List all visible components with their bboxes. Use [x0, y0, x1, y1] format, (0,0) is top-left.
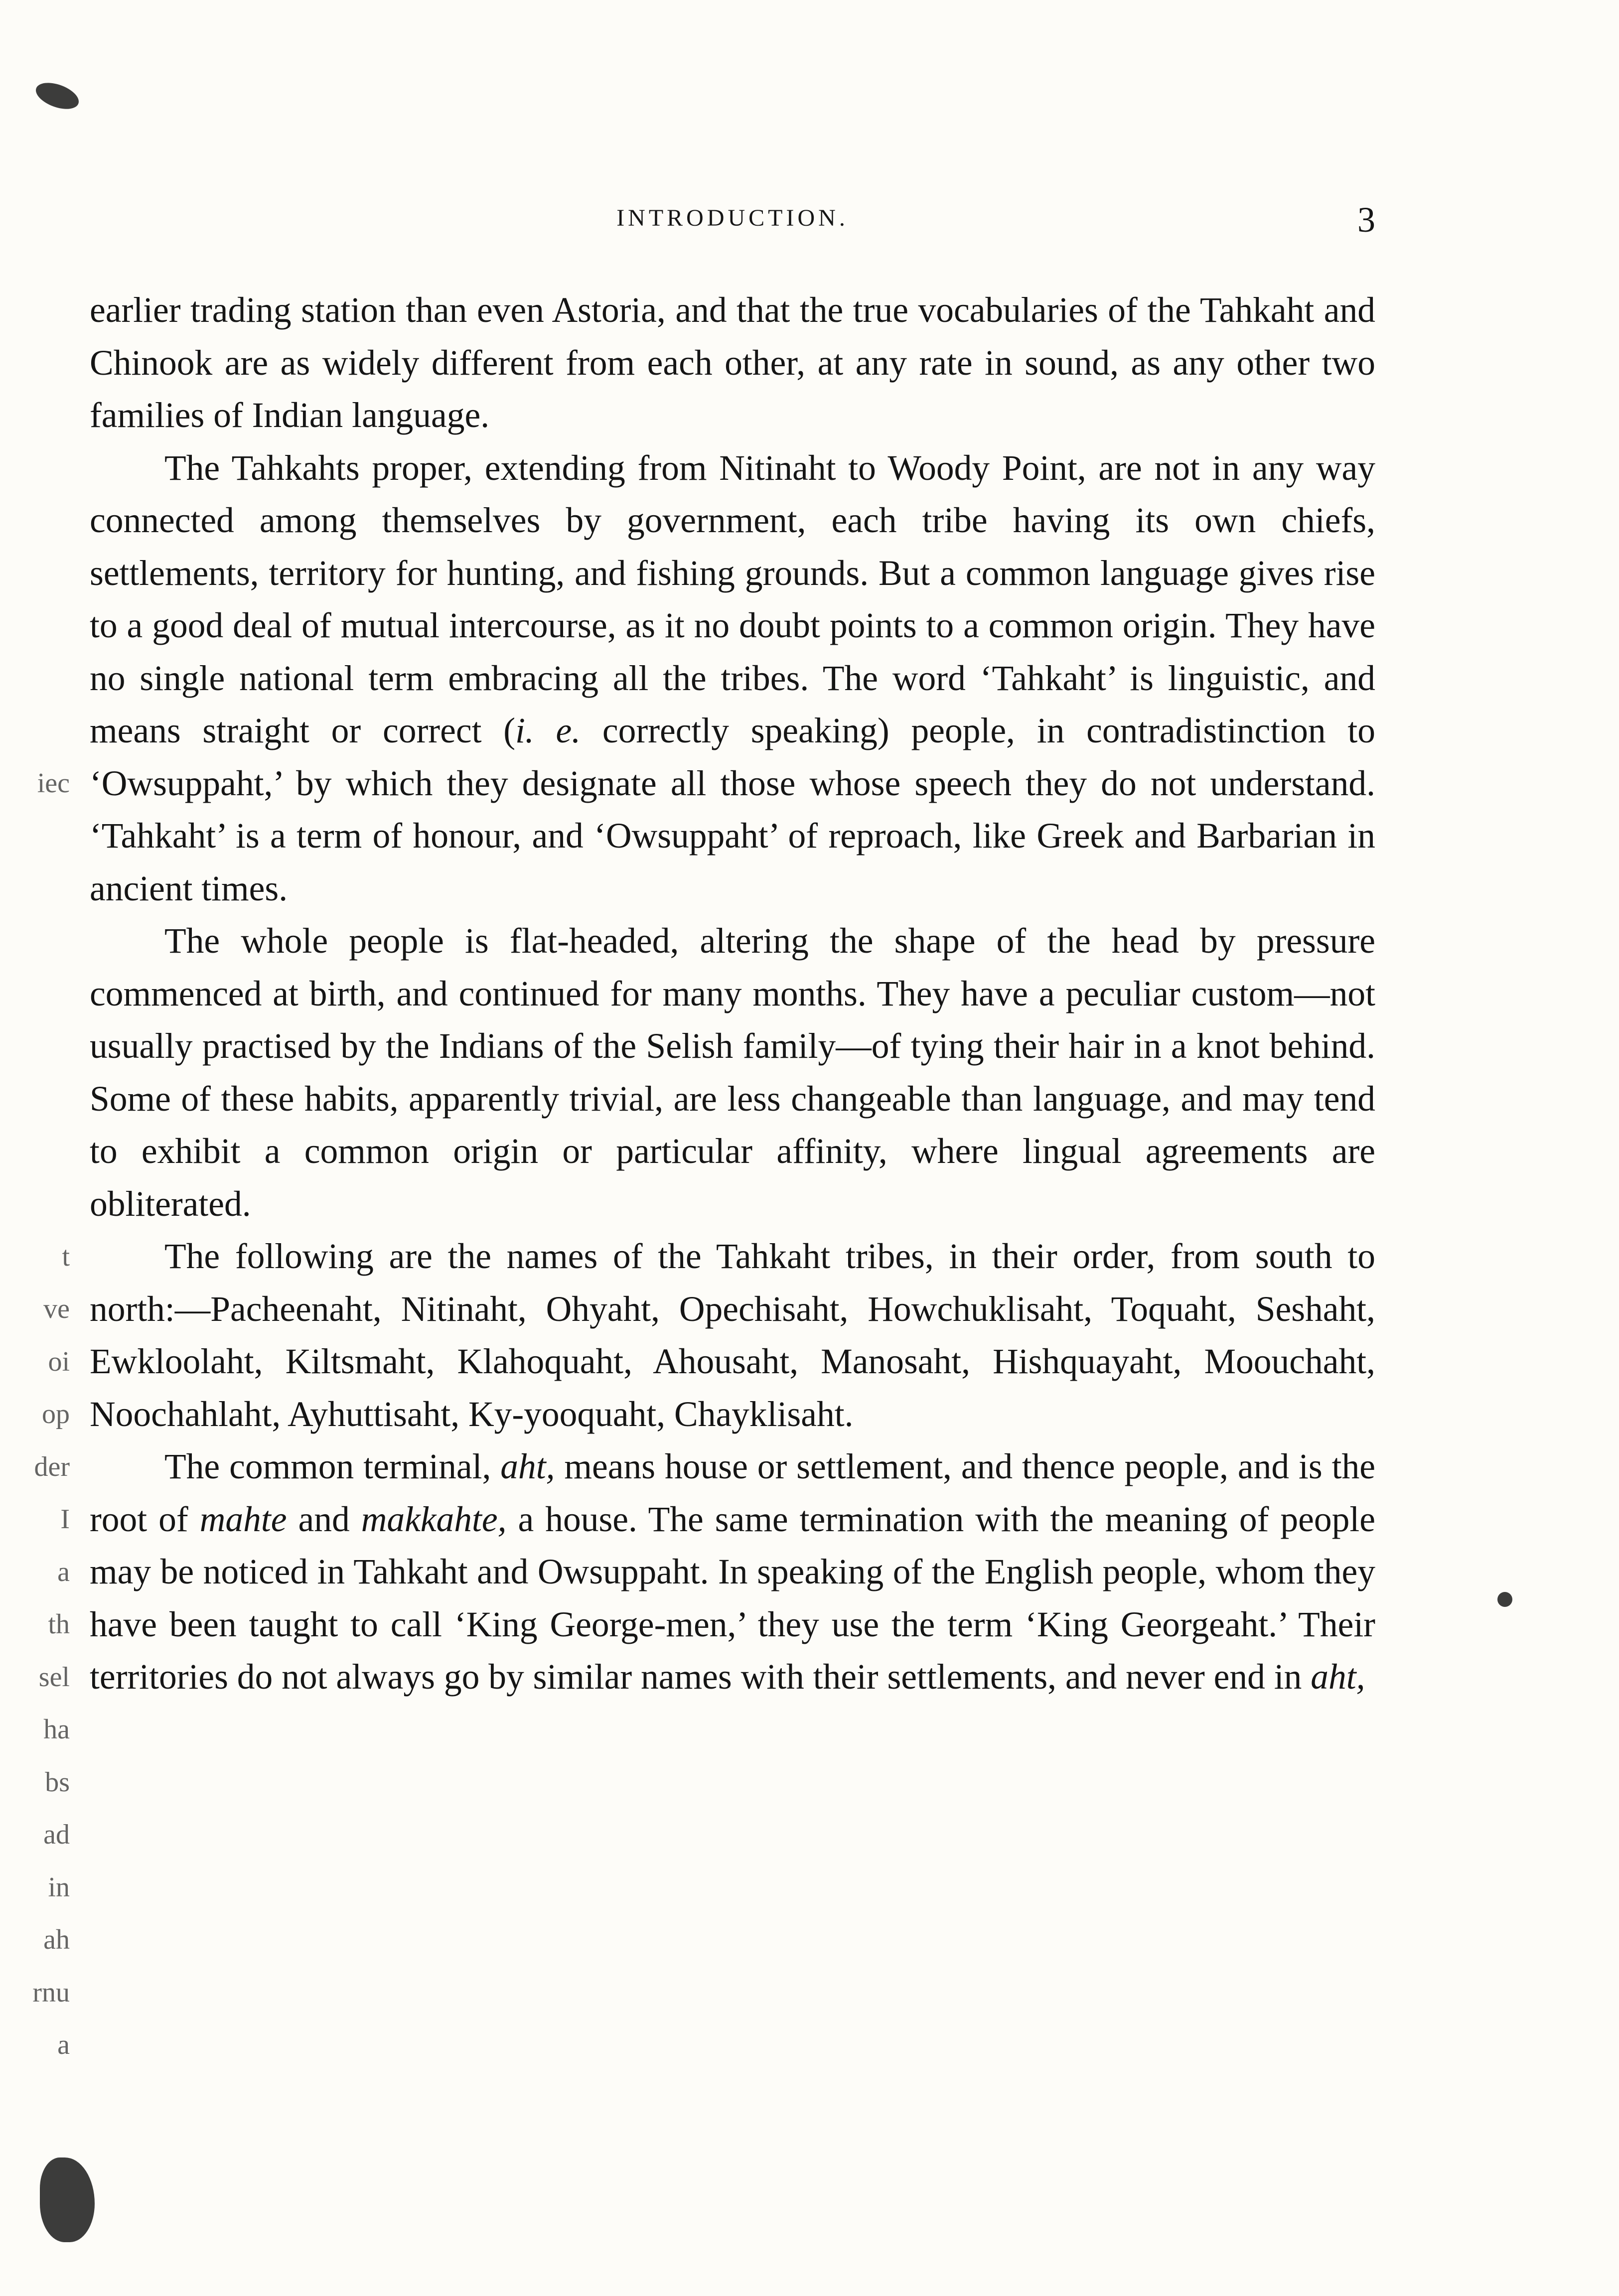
paragraph-4: [90, 1230, 1375, 1440]
gutter-fragment: der: [34, 1451, 70, 1482]
italic-term: aht,: [500, 1447, 555, 1486]
gutter-fragment: a: [57, 1556, 70, 1587]
gutter-fragment: rnu: [32, 1977, 70, 2008]
gutter-fragment: [10, 1178, 70, 1231]
gutter-fragment: in: [48, 1871, 70, 1903]
text-run: earlier trading station than even Astoria, and that the true vocabularies of the Tahkaht and Chinook are as widely different from each other, at any rate in sound, as any other two families of Indian language.: [90, 290, 1375, 435]
text-run: means house or settlement, and thence people, and is the root of: [90, 1447, 1375, 1539]
italic-term: makkahte,: [361, 1499, 507, 1539]
gutter-fragment: sel: [38, 1661, 70, 1693]
gutter-fragment: [10, 1073, 70, 1126]
page-number: 3: [1357, 200, 1375, 240]
gutter-fragment: oi: [48, 1346, 70, 1377]
gutter-fragment: [10, 1126, 70, 1178]
gutter-fragment: ha: [43, 1714, 70, 1745]
gutter-fragment: I: [60, 1504, 70, 1535]
gutter-fragment: op: [42, 1399, 70, 1430]
gutter-fragment: [10, 1020, 70, 1073]
paragraph-2: [90, 442, 1375, 915]
ink-speck-bottom-left: [40, 2157, 95, 2242]
text-run: correctly speaking) people, in contradistinction to ‘Owsuppaht,’ by which they designate all those whose speech they do not understand. ‘Tahkaht’ is a term of honour, and ‘Owsuppaht’ of reproach, like Greek and Barbarian in ancient times.: [90, 711, 1375, 908]
gutter-fragment: bs: [45, 1766, 70, 1798]
gutter-fragment: ve: [43, 1293, 70, 1324]
paragraph-3: [90, 915, 1375, 1230]
gutter-fragment: [10, 968, 70, 1020]
italic-term: i. e.: [515, 711, 581, 750]
italic-term: aht,: [1311, 1657, 1365, 1697]
italic-term: mahte: [199, 1499, 287, 1539]
text-run: The Tahkahts proper, extending from Nitinaht to Woody Point, are not in any way connected among themselves by government, each tribe having its own chiefs, settlements, territory for hunting, and fishing grounds. But a common language gives rise to a good deal of mutual intercourse, as it no doubt points to a common origin. They have no single national term embracing all the tribes. The word ‘Tahkaht’ is linguistic, and means straight or correct (: [90, 448, 1375, 750]
gutter-fragment: [10, 810, 70, 863]
gutter-fragment: [10, 862, 70, 915]
paragraph-1: [90, 284, 1375, 442]
text-run: a house. The same termination with the meaning of people may be noticed in Tahkaht and Owsuppaht. In speaking of the English people, whom they have been taught to call ‘King George-men,’ they use the term ‘King Georgeaht.’ Their territories do not always go by similar names with their settlements, and never end in: [90, 1499, 1375, 1697]
gutter-fragment: [10, 915, 70, 968]
paragraph-5: [90, 1440, 1375, 1704]
running-head: INTRODUCTION.: [616, 205, 849, 231]
gutter-fragment: a: [57, 2029, 70, 2060]
gutter-fragment: th: [48, 1609, 70, 1640]
ink-speck-right-margin: [1497, 1592, 1512, 1607]
page-header: [90, 199, 1375, 239]
gutter-fragment: ah: [43, 1924, 70, 1955]
gutter-fragment: ad: [43, 1819, 70, 1850]
text-run: The following are the names of the Tahkaht tribes, in their order, from south to north:—Pacheenaht, Nitinaht, Ohyaht, Opechisaht, Howchuklisaht, Toquaht, Seshaht, Ewkloolaht, Kiltsmaht, Klahoquaht, Ahousaht, Manosaht, Hishquayaht, Moouchaht, Noochahlaht, Ayhuttisaht, Ky-yooquaht, Chayklisaht.: [90, 1237, 1375, 1434]
gutter-fragment: iec: [37, 768, 70, 799]
gutter-bleed-fragments: [10, 757, 70, 2072]
gutter-fragment: t: [62, 1241, 70, 1272]
text-run: and: [287, 1499, 361, 1539]
text-run: The whole people is flat-headed, altering the shape of the head by pressure commenced at birth, and continued for many months. They have a peculiar custom—not usually practised by the Indians of the Selish family—of tying their hair in a knot behind. Some of these habits, apparently trivial, are less changeable than language, and may tend to exhibit a common origin or particular affinity, where lingual agreements are obliterated.: [90, 921, 1375, 1224]
ink-speck-top-left: [32, 78, 82, 114]
text-run: The common terminal,: [164, 1447, 501, 1486]
body-text: [90, 284, 1375, 1704]
